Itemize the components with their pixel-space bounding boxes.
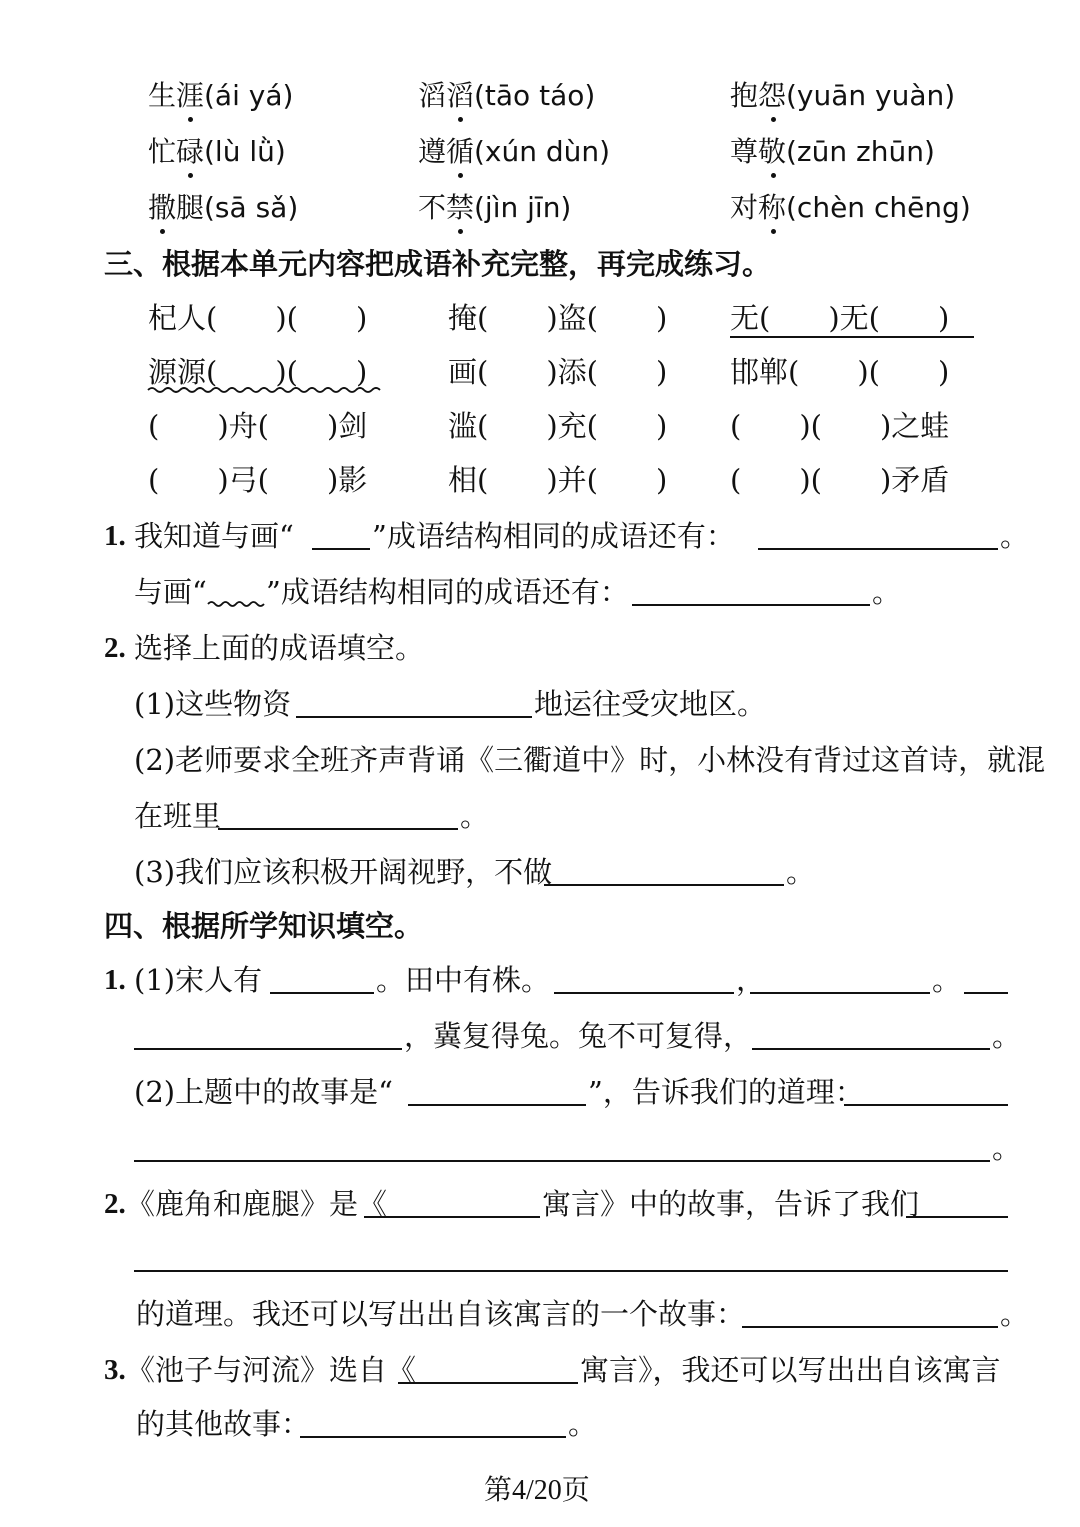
answer-blank[interactable] — [758, 548, 998, 550]
comma: ， — [736, 963, 766, 997]
idiom-item: 杞人( )( ) — [148, 301, 368, 335]
question-text: 寓言》，我还可以写出出自该寓言 — [580, 1353, 1001, 1387]
question-text: (1)宋人有 — [134, 963, 263, 997]
answer-blank[interactable] — [134, 1270, 1008, 1272]
period: 。 — [992, 1131, 1022, 1165]
answer-blank[interactable] — [134, 1048, 402, 1050]
question-text: 寓言》中的故事，告诉了我们 — [542, 1187, 920, 1221]
answer-blank[interactable] — [398, 1382, 578, 1384]
question-text: 与画“ — [134, 575, 207, 609]
idiom-item: 滥( )充( ) — [448, 409, 668, 443]
answer-blank[interactable] — [844, 1104, 1008, 1106]
pinyin-item: 抱怨(yuān yuàn) — [730, 79, 956, 112]
straight-mark-sample — [312, 548, 370, 550]
period: 。 — [568, 1407, 598, 1441]
wavy-mark-sample — [208, 600, 264, 608]
answer-blank[interactable] — [364, 1216, 540, 1218]
idiom-item: ( )弓( )影 — [148, 463, 368, 497]
question-text: ”成语结构相同的成语还有： — [266, 575, 629, 609]
emphasis-dot — [771, 117, 776, 122]
idiom-item: 相( )并( ) — [448, 463, 668, 497]
pinyin-item: 撒腿(sā sǎ) — [148, 191, 299, 224]
period: 。 — [460, 799, 490, 833]
section-4-title: 四、根据所学知识填空。 — [104, 909, 424, 943]
pinyin-item: 尊敬(zūn zhūn) — [730, 135, 935, 168]
question-number: 1. — [104, 964, 126, 996]
emphasis-dot — [458, 117, 463, 122]
answer-blank[interactable] — [906, 1216, 1008, 1218]
pinyin-item: 忙碌(lù lǜ) — [148, 135, 286, 168]
question-text: ，冀复得兔。兔不可复得， — [404, 1019, 753, 1053]
pinyin-item: 生涯(ái yá) — [148, 79, 294, 112]
period: 。 — [992, 1019, 1022, 1053]
question-text: (2)上题中的故事是“ — [134, 1075, 393, 1109]
question-text: 在班里 — [134, 799, 222, 833]
answer-blank[interactable] — [544, 884, 784, 886]
emphasis-dot — [188, 117, 193, 122]
emphasis-dot — [188, 173, 193, 178]
period: 。 — [1000, 519, 1030, 553]
answer-blank[interactable] — [270, 992, 374, 994]
question-text: 我知道与画“ — [134, 519, 294, 553]
pinyin-item: 不禁(jìn jīn) — [418, 191, 572, 224]
question-number: 2. — [104, 1188, 126, 1220]
question-text: 选择上面的成语填空。 — [134, 631, 425, 665]
question-number: 1. — [104, 520, 126, 552]
period: 。 — [872, 575, 902, 609]
question-text: 的其他故事： — [136, 1407, 311, 1441]
idiom-straight-underline — [730, 336, 974, 338]
answer-blank[interactable] — [964, 992, 1008, 994]
period: 。 — [932, 963, 962, 997]
answer-blank[interactable] — [632, 604, 870, 606]
answer-blank[interactable] — [218, 828, 458, 830]
idiom-item: 掩( )盗( ) — [448, 301, 668, 335]
question-text: (1)这些物资 — [134, 687, 292, 721]
idiom-item: 画( )添( ) — [448, 355, 668, 389]
idiom-item: ( )( )之蛙 — [730, 409, 950, 443]
emphasis-dot — [458, 229, 463, 234]
question-text: ”成语结构相同的成语还有： — [372, 519, 735, 553]
question-text: (2)老师要求全班齐声背诵《三衢道中》时，小林没有背过这首诗，就混 — [134, 743, 1046, 777]
idiom-item: 源源( )( ) — [148, 355, 368, 389]
question-text: ”，告诉我们的道理： — [588, 1075, 864, 1109]
question-number: 2. — [104, 632, 126, 664]
idiom-item: ( )( )矛盾 — [730, 463, 950, 497]
emphasis-dot — [458, 173, 463, 178]
idiom-item: ( )舟( )剑 — [148, 409, 368, 443]
pinyin-item: 遵循(xún dùn) — [418, 135, 611, 168]
question-text: 《池子与河流》选自《 — [126, 1353, 417, 1387]
question-text: 。田中有株。 — [376, 963, 551, 997]
idiom-item: 无( )无( ) — [730, 301, 950, 335]
answer-blank[interactable] — [408, 1104, 586, 1106]
question-number: 3. — [104, 1354, 126, 1386]
section-3-title: 三、根据本单元内容把成语补充完整，再完成练习。 — [104, 247, 772, 281]
answer-blank[interactable] — [752, 1048, 990, 1050]
emphasis-dot — [771, 173, 776, 178]
answer-blank[interactable] — [296, 716, 532, 718]
answer-blank[interactable] — [554, 992, 734, 994]
answer-blank[interactable] — [300, 1436, 566, 1438]
answer-blank[interactable] — [742, 1326, 998, 1328]
period: 。 — [1000, 1297, 1030, 1331]
question-text: (3)我们应该积极开阔视野，不做 — [134, 855, 553, 889]
pinyin-item: 滔滔(tāo táo) — [418, 79, 596, 112]
period: 。 — [786, 855, 816, 889]
pinyin-item: 对称(chèn chēng) — [730, 191, 971, 224]
question-text: 地运往受灾地区。 — [534, 687, 767, 721]
question-text: 《鹿角和鹿腿》是《 — [126, 1187, 388, 1221]
idiom-item: 邯郸( )( ) — [730, 355, 950, 389]
emphasis-dot — [160, 229, 165, 234]
answer-blank[interactable] — [750, 992, 930, 994]
page-number: 第4/20页 — [484, 1475, 590, 1506]
idiom-wavy-underline — [148, 386, 386, 394]
question-text: 的道理。我还可以写出出自该寓言的一个故事： — [136, 1297, 746, 1331]
answer-blank[interactable] — [134, 1160, 990, 1162]
emphasis-dot — [771, 229, 776, 234]
